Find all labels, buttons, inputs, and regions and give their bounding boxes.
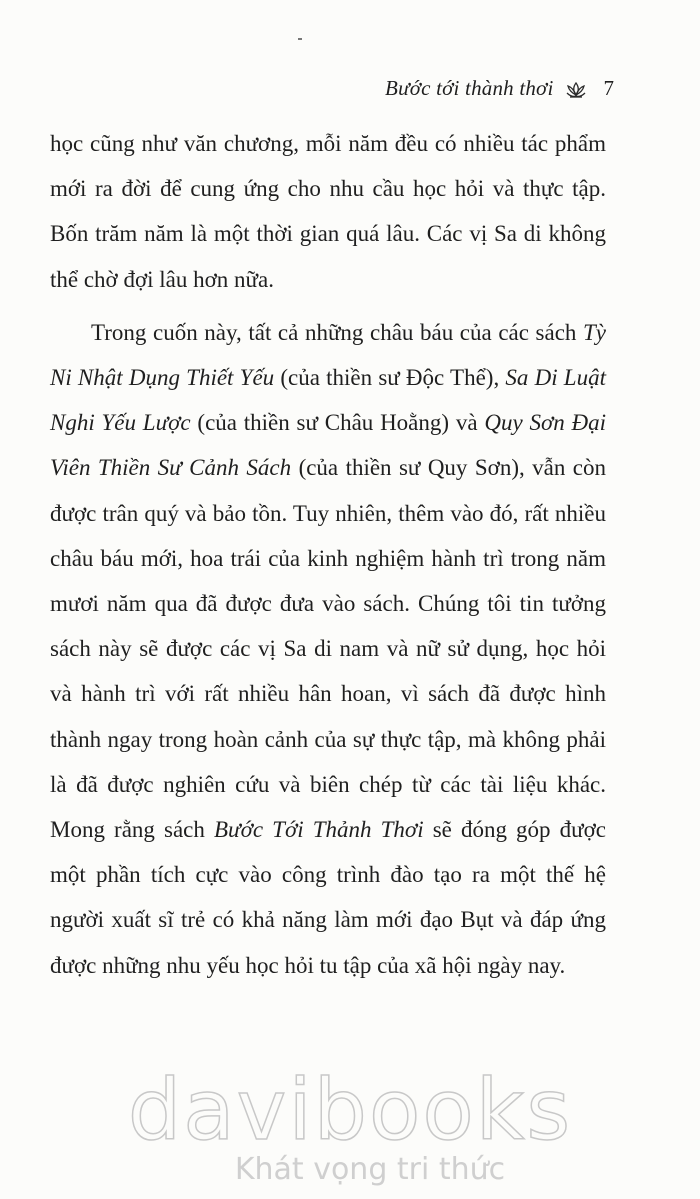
page-number: 7	[603, 76, 614, 100]
book-title-text: Tỳ Ni Nhật Dụng Thiết Yếu	[50, 319, 606, 391]
lotus-icon	[564, 80, 588, 98]
running-title: Bước tới thành thơi	[385, 76, 554, 100]
book-title-text: Sa Di Luật Nghi Yếu Lược	[50, 365, 606, 436]
print-mark	[298, 38, 302, 40]
paragraph-text: học cũng như văn chương, mỗi năm đều có nhiều tác phẩm mới ra đời để cung ứng cho nhu cầu học hỏi và thực tập. Bốn trăm năm là một thời gian quá lâu. Các vị Sa di không thể chờ đợi lâu hơn nữa.	[50, 131, 606, 292]
watermark-tagline: Khát vọng tri thức	[234, 1152, 506, 1187]
paragraph-text: Trong cuốn này, tất cả những châu báu của các sách	[91, 319, 583, 345]
paragraph	[50, 310, 606, 988]
book-title-text: Quy Sơn Đại Viên Thiền Sư Cảnh Sách	[50, 410, 607, 481]
watermark-brand: davibooks	[127, 1061, 573, 1159]
paragraph-text: (của thiền sư Quy Sơn), vẫn còn được trân quý và bảo tồn. Tuy nhiên, thêm vào đó, rất nhiều châu báu mới, hoa trái của kinh nghiệm hành trì trong năm mươi năm qua đã được đưa vào sách. Chúng tôi tin tưởng sách này sẽ được các vị Sa di nam và nữ sử dụng, học hỏi và hành trì với rất nhiều hân hoan, vì sách đã được hình thành ngay trong hoàn cảnh của sự thực tập, mà không phải là đã được nghiên cứu và biên chép từ các tài liệu khác. Mong rằng sách	[50, 455, 606, 843]
paragraph-text: (của thiền sư Độc Thể),	[274, 365, 506, 391]
paragraph-text: sẽ đóng góp được một phần tích cực vào công trình đào tạo ra một thế hệ người xuất sĩ trẻ có khả năng làm mới đạo Bụt và đáp ứng được những nhu yếu học hỏi tu tập của xã hội ngày nay.	[50, 817, 606, 978]
book-title-text: Bước Tới Thảnh Thơi	[214, 817, 424, 843]
paragraph	[50, 121, 606, 302]
body-text	[50, 121, 606, 988]
running-header	[385, 76, 614, 101]
paragraph-text: (của thiền sư Châu Hoằng) và	[190, 410, 485, 436]
